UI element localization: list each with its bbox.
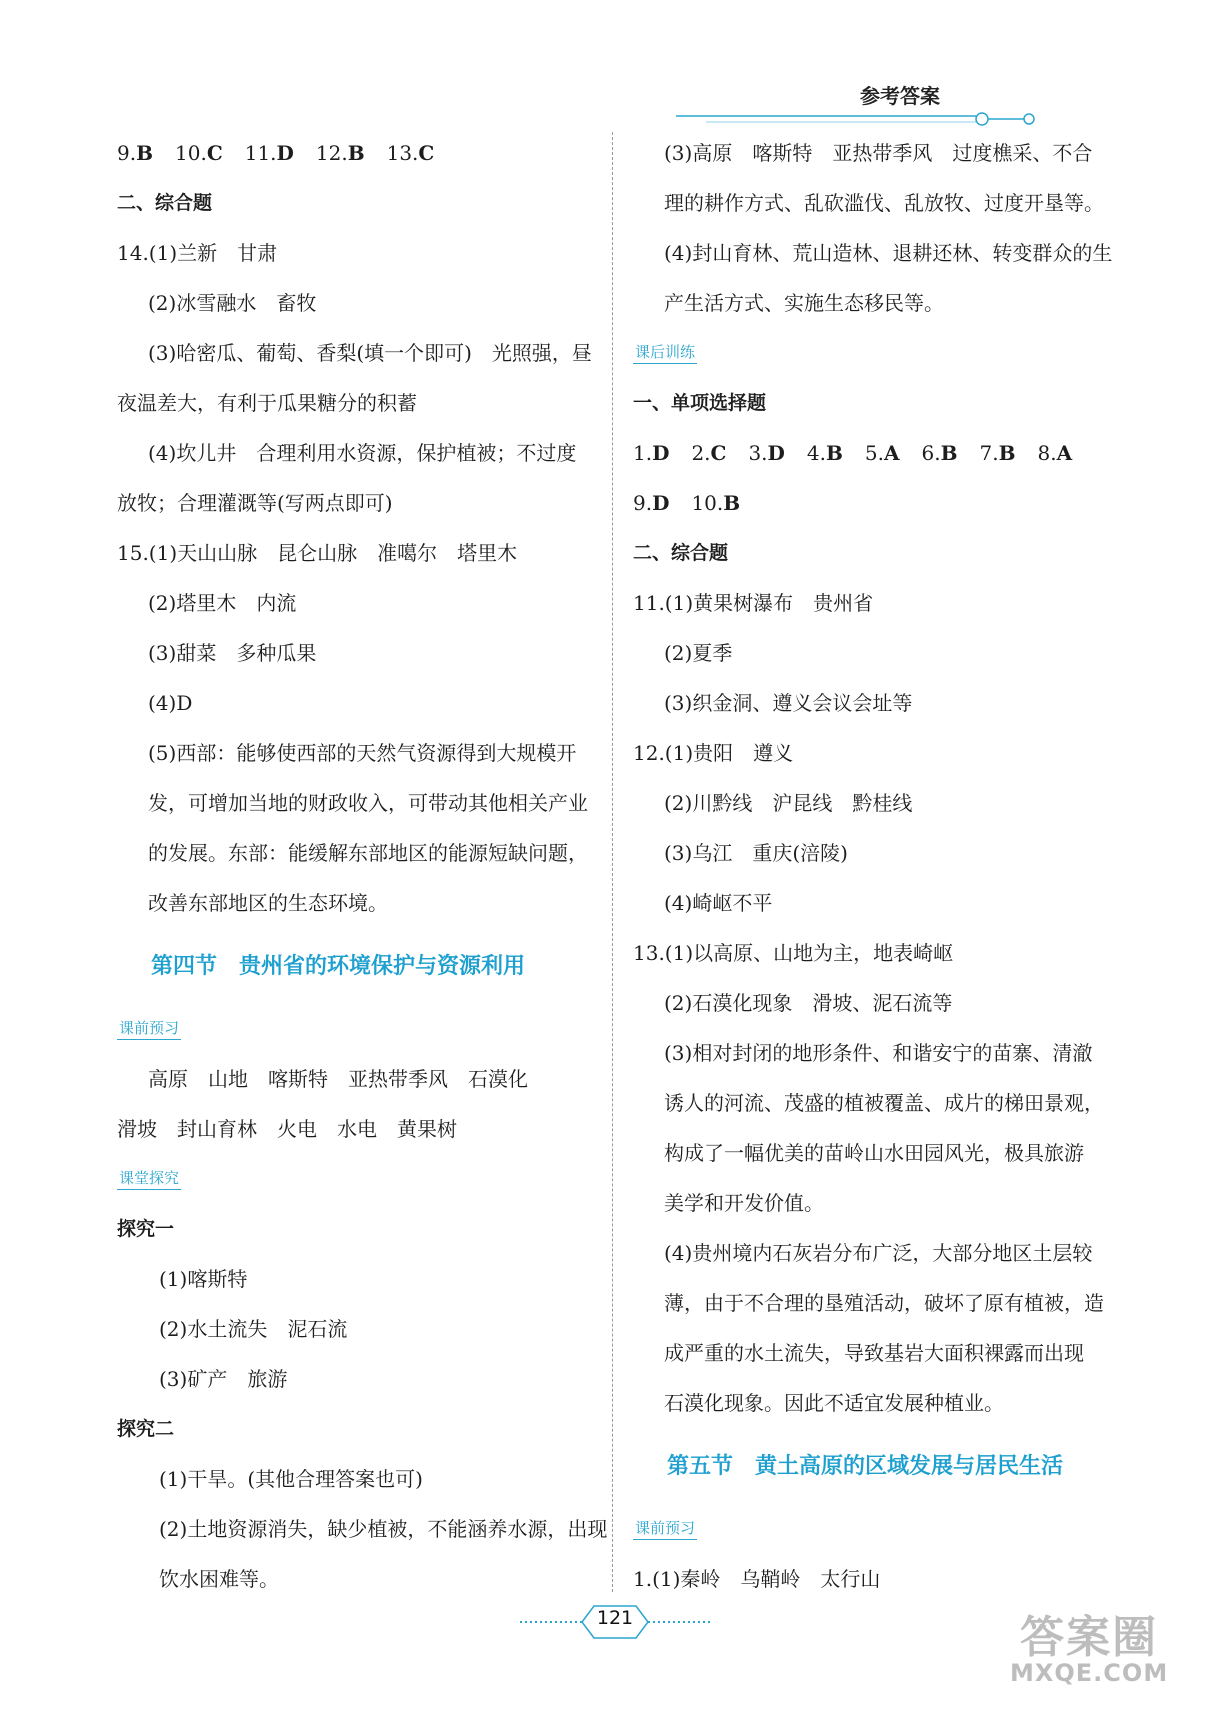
section-heading: 第四节 贵州省的环境保护与资源利用	[151, 953, 526, 979]
answer-line: 美学和开发价值。	[664, 1191, 824, 1215]
section-tag: 课堂探究	[117, 1168, 181, 1190]
answer-line: 放牧；合理灌溉等(写两点即可)	[117, 491, 393, 515]
section-tag-row	[117, 1154, 597, 1204]
answer-line: 理的耕作方式、乱砍滥伐、乱放牧、过度开垦等。	[664, 191, 1104, 215]
answer-line: 夜温差大，有利于瓜果糖分的积蓄	[117, 391, 417, 415]
header-decoration	[676, 110, 1086, 130]
answer-line: 改善东部地区的生态环境。	[148, 891, 388, 915]
answer-line: (4)贵州境内石灰岩分布广泛，大部分地区土层较	[664, 1241, 1093, 1265]
answer-line: (1)干旱。(其他合理答案也可)	[159, 1467, 423, 1491]
answer-line: 高原 山地 喀斯特 亚热带季风 石漠化	[148, 1067, 528, 1091]
question-number: 7.	[979, 441, 999, 465]
answer-line: (2)石漠化现象 滑坡、泥石流等	[664, 991, 953, 1015]
answer-line: (3)乌江 重庆(涪陵)	[664, 841, 848, 865]
watermark	[1010, 1612, 1169, 1688]
choice-answer: C	[206, 141, 223, 165]
left-column	[117, 128, 608, 1604]
choice-answer: D	[276, 141, 294, 165]
answer-line: (4)封山育林、荒山造林、退耕还林、转变群众的生	[664, 241, 1113, 265]
choice-answer: B	[347, 141, 365, 165]
answer-line: 的发展。东部：能缓解东部地区的能源短缺问题，	[148, 841, 588, 865]
choice-answers-row	[117, 128, 597, 178]
choice-answer: D	[767, 441, 785, 465]
answer-line: 石漠化现象。因此不适宜发展种植业。	[664, 1391, 1004, 1415]
choice-answer: B	[940, 441, 958, 465]
answer-line: 饮水困难等。	[159, 1567, 279, 1591]
answer-line: (1)喀斯特	[159, 1267, 248, 1291]
choice-answer: A	[1056, 441, 1073, 465]
answer-line: (3)哈密瓜、葡萄、香梨(填一个即可) 光照强，昼	[148, 341, 592, 365]
question-number: 1.	[633, 441, 653, 465]
answer-line: 12.(1)贵阳 遵义	[633, 741, 794, 765]
answer-line: (5)西部：能够使西部的天然气资源得到大规模开	[148, 741, 577, 765]
answer-line: 11.(1)黄果树瀑布 贵州省	[633, 591, 874, 615]
answer-line: (2)水土流失 泥石流	[159, 1317, 348, 1341]
answer-line: (2)川黔线 沪昆线 黔桂线	[664, 791, 913, 815]
answer-line: (3)相对封闭的地形条件、和谐安宁的苗寨、清澈	[664, 1041, 1093, 1065]
question-number: 6.	[921, 441, 941, 465]
answer-line: 14.(1)兰新 甘肃	[117, 241, 278, 265]
answer-line: 产生活方式、实施生态移民等。	[664, 291, 944, 315]
section-tag: 课前预习	[117, 1018, 181, 1040]
choice-answer: D	[652, 491, 670, 515]
section-tag: 课后训练	[633, 342, 697, 364]
section-tag-row	[633, 328, 1113, 378]
answer-line: (2)夏季	[664, 641, 733, 665]
choice-answer: B	[136, 141, 153, 165]
choice-answer: C	[418, 141, 435, 165]
choice-answer: C	[710, 441, 727, 465]
answer-line: (3)甜菜 多种瓜果	[148, 641, 317, 665]
question-number: 9.	[117, 141, 137, 165]
question-number: 4.	[806, 441, 826, 465]
choice-answers-row	[633, 428, 1113, 478]
watermark-logo: 答案圈	[1020, 1612, 1159, 1663]
answer-line: 发，可增加当地的财政收入，可带动其他相关产业	[148, 791, 588, 815]
answer-line: (2)塔里木 内流	[148, 591, 297, 615]
choice-answer: A	[883, 441, 900, 465]
answer-line: 构成了一幅优美的苗岭山水田园风光，极具旅游	[664, 1141, 1084, 1165]
question-number: 13.	[386, 141, 419, 165]
section-tag-row	[633, 1504, 1113, 1554]
question-number: 8.	[1037, 441, 1057, 465]
answer-line: 1.(1)秦岭 乌鞘岭 太行山	[633, 1567, 881, 1591]
question-group-heading: 二、综合题	[117, 192, 213, 214]
section-tag-row	[117, 1004, 597, 1054]
column-divider	[612, 132, 613, 1592]
answer-line: 诱人的河流、茂盛的植被覆盖、成片的梯田景观，	[664, 1091, 1104, 1115]
question-number: 5.	[864, 441, 884, 465]
question-number: 10.	[691, 491, 724, 515]
answer-line: 15.(1)天山山脉 昆仑山脉 准噶尔 塔里木	[117, 541, 518, 565]
answer-line: (4)D	[148, 691, 193, 715]
answer-line: 薄，由于不合理的垦殖活动，破坏了原有植被，造	[664, 1291, 1104, 1315]
answer-line: (2)冰雪融水 畜牧	[148, 291, 317, 315]
answer-line: (4)坎儿井 合理利用水资源，保护植被；不过度	[148, 441, 577, 465]
watermark-url: MXQE.COM	[1010, 1659, 1169, 1688]
section-tag: 课前预习	[633, 1518, 697, 1540]
choice-answer: B	[723, 491, 741, 515]
page-header-title: 参考答案	[860, 84, 940, 108]
question-group-heading: 探究一	[117, 1218, 175, 1240]
answer-line: (3)高原 喀斯特 亚热带季风 过度樵采、不合	[664, 141, 1093, 165]
answer-line: (3)矿产 旅游	[159, 1367, 288, 1391]
choice-answer: B	[825, 441, 843, 465]
answer-line: (3)织金洞、遵义会议会址等	[664, 691, 913, 715]
choice-answer: B	[998, 441, 1016, 465]
question-number: 9.	[633, 491, 653, 515]
answer-line: 13.(1)以高原、山地为主，地表崎岖	[633, 941, 954, 965]
question-group-heading: 探究二	[117, 1418, 175, 1440]
question-number: 10.	[175, 141, 207, 165]
page-number: 121	[596, 1607, 634, 1629]
choice-answer: D	[652, 441, 670, 465]
question-number: 11.	[244, 141, 277, 165]
choice-answers-row	[633, 478, 1113, 528]
answer-line: (4)崎岖不平	[664, 891, 773, 915]
question-number: 3.	[748, 441, 768, 465]
answer-line: 滑坡 封山育林 火电 水电 黄果树	[117, 1117, 457, 1141]
section-heading: 第五节 黄土高原的区域发展与居民生活	[667, 1453, 1064, 1479]
question-group-heading: 二、综合题	[633, 542, 729, 564]
right-column	[633, 128, 1113, 1604]
question-group-heading: 一、单项选择题	[633, 392, 767, 414]
answer-line: 成严重的水土流失，导致基岩大面积裸露而出现	[664, 1341, 1084, 1365]
question-number: 2.	[691, 441, 711, 465]
answer-line: (2)土地资源消失，缺少植被，不能涵养水源，出现	[159, 1517, 608, 1541]
question-number: 12.	[315, 141, 348, 165]
